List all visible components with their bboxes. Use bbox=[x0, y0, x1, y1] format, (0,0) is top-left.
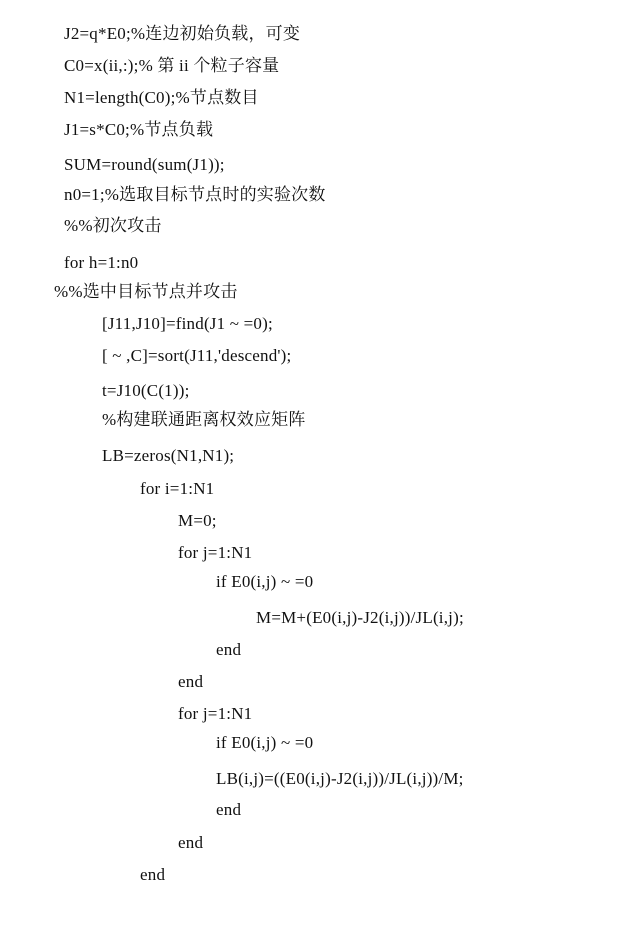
code-line: end bbox=[140, 865, 166, 884]
code-line: for h=1:n0 bbox=[64, 253, 139, 272]
code-line: LB(i,j)=((E0(i,j)-J2(i,j))/JL(i,j))/M; bbox=[216, 769, 464, 788]
code-line: M=M+(E0(i,j)-J2(i,j))/JL(i,j); bbox=[256, 608, 464, 627]
code-line: for i=1:N1 bbox=[140, 479, 215, 498]
code-line: N1=length(C0);%节点数目 bbox=[64, 88, 259, 107]
code-line: LB=zeros(N1,N1); bbox=[102, 446, 235, 465]
code-line: C0=x(ii,:);% 第 ii 个粒子容量 bbox=[64, 56, 280, 75]
code-line: if E0(i,j) ~ =0 bbox=[216, 572, 314, 591]
code-line: n0=1;%选取目标节点时的实验次数 bbox=[64, 185, 326, 204]
code-line: end bbox=[178, 833, 204, 852]
code-line: end bbox=[178, 672, 204, 691]
code-line: SUM=round(sum(J1)); bbox=[64, 155, 225, 174]
code-line: J1=s*C0;%节点负载 bbox=[64, 120, 214, 139]
code-line: for j=1:N1 bbox=[178, 543, 253, 562]
code-line: [ ~ ,C]=sort(J11,'descend'); bbox=[102, 346, 292, 365]
code-line: J2=q*E0;%连边初始负载，可变 bbox=[64, 24, 301, 43]
code-line: %%初次攻击 bbox=[64, 216, 162, 235]
code-line: %%选中目标节点并攻击 bbox=[54, 282, 238, 301]
code-line: %构建联通距离权效应矩阵 bbox=[102, 410, 306, 429]
code-line: if E0(i,j) ~ =0 bbox=[216, 733, 314, 752]
code-line: M=0; bbox=[178, 511, 217, 530]
code-line: end bbox=[216, 640, 242, 659]
code-line: t=J10(C(1)); bbox=[102, 381, 190, 400]
code-line: end bbox=[216, 800, 242, 819]
code-line: for j=1:N1 bbox=[178, 704, 253, 723]
code-line: [J11,J10]=find(J1 ~ =0); bbox=[102, 314, 273, 333]
